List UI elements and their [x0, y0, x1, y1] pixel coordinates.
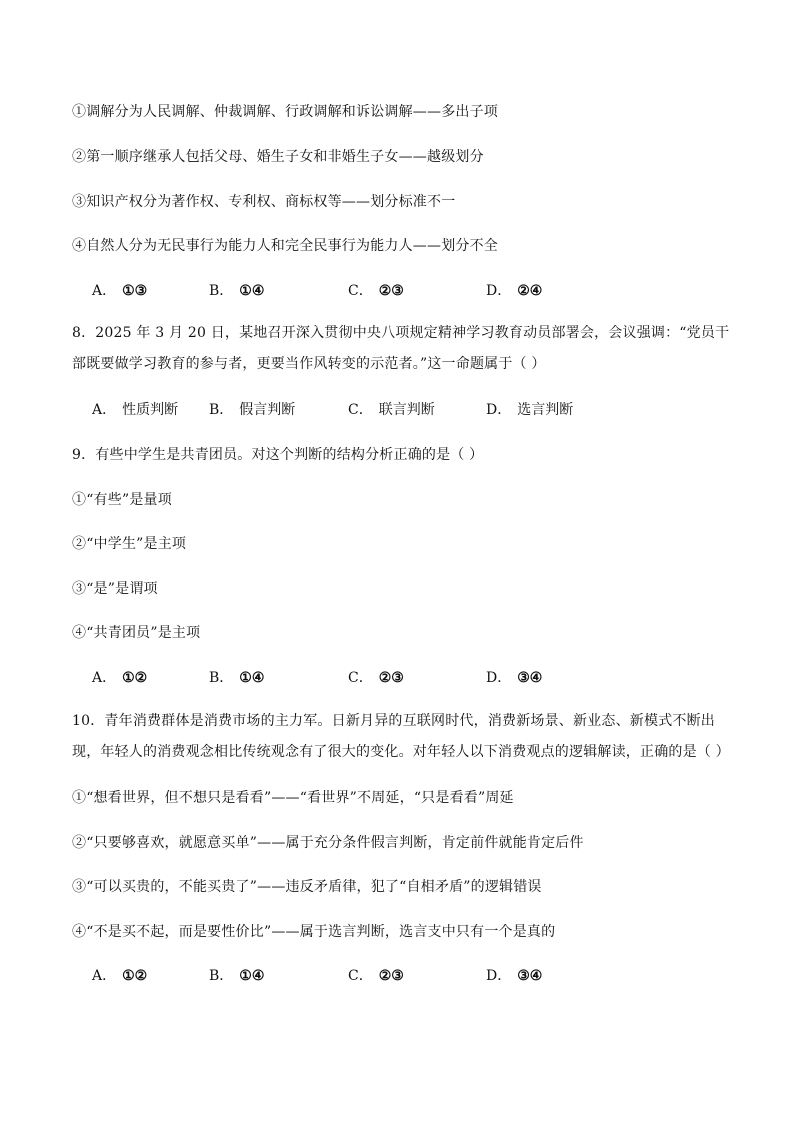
- q10-option-d[interactable]: D． ③④: [486, 968, 543, 984]
- q9-stem: 9．有些中学生是共青团员。对这个判断的结构分析正确的是（ ）: [72, 447, 484, 463]
- q9-statement-4: ④“共青团员”是主项: [72, 625, 201, 641]
- q9-statement-2: ②“中学生”是主项: [72, 536, 187, 552]
- q10-statement-1: ①“想看世界，但不想只是看看”——“看世界”不周延，“只是看看”周延: [72, 790, 514, 806]
- q8-option-b[interactable]: B． 假言判断: [209, 402, 296, 418]
- q9-statement-3: ③“是”是谓项: [72, 581, 158, 597]
- q10-stem: 10．青年消费群体是消费市场的主力军。日新月异的互联网时代，消费新场景、新业态、新模式不断出现，年轻人的消费观念相比传统观念有了很大的变化。对年轻人以下消费观点的逻辑解读，正确的是（ ）: [72, 713, 730, 760]
- q9-option-d[interactable]: D． ③④: [486, 670, 543, 686]
- q10-statement-4: ④“不是买不起，而是要性价比”——属于选言判断，选言支中只有一个是真的: [72, 924, 556, 940]
- q7-options: [92, 281, 712, 301]
- q10-option-c[interactable]: C． ②③: [348, 968, 404, 984]
- q9-option-b[interactable]: B． ①④: [209, 670, 265, 686]
- q7-option-c[interactable]: C． ②③: [348, 283, 404, 299]
- q10-statement-2: ②“只要够喜欢，就愿意买单”——属于充分条件假言判断，肯定前件就能肯定后件: [72, 835, 584, 851]
- q8-option-c[interactable]: C． 联言判断: [348, 402, 435, 418]
- q9-option-a[interactable]: A． ①②: [92, 670, 148, 686]
- q7-statement-2: ②第一顺序继承人包括父母、婚生子女和非婚生子女——越级划分: [72, 149, 484, 165]
- q10-options: [92, 966, 712, 986]
- q9-option-c[interactable]: C． ②③: [348, 670, 404, 686]
- q7-statement-1: ①调解分为人民调解、仲裁调解、行政调解和诉讼调解——多出子项: [72, 104, 498, 120]
- q8-options: [92, 400, 712, 420]
- q8-option-d[interactable]: D． 选言判断: [486, 402, 574, 418]
- q8-stem: 8．2025 年 3 月 20 日，某地召开深入贯彻中央八项规定精神学习教育动员部署会，会议强调：“党员干部既要做学习教育的参与者，更要当作风转变的示范者。”这一命题属于（ ）: [72, 325, 730, 372]
- q10-option-b[interactable]: B． ①④: [209, 968, 265, 984]
- q8-option-a[interactable]: A． 性质判断: [92, 402, 179, 418]
- q10-option-a[interactable]: A． ①②: [92, 968, 148, 984]
- q7-statement-4: ④自然人分为无民事行为能力人和完全民事行为能力人——划分不全: [72, 238, 498, 254]
- q7-option-a[interactable]: A． ①③: [92, 283, 148, 299]
- q7-statement-3: ③知识产权分为著作权、专利权、商标权等——划分标准不一: [72, 194, 456, 210]
- q10-statement-3: ③“可以买贵的，不能买贵了”——违反矛盾律，犯了“自相矛盾”的逻辑错误: [72, 879, 542, 895]
- q9-statement-1: ①“有些”是量项: [72, 492, 172, 508]
- q7-option-b[interactable]: B． ①④: [209, 283, 265, 299]
- q7-option-d[interactable]: D． ②④: [486, 283, 543, 299]
- q9-options: [92, 668, 712, 688]
